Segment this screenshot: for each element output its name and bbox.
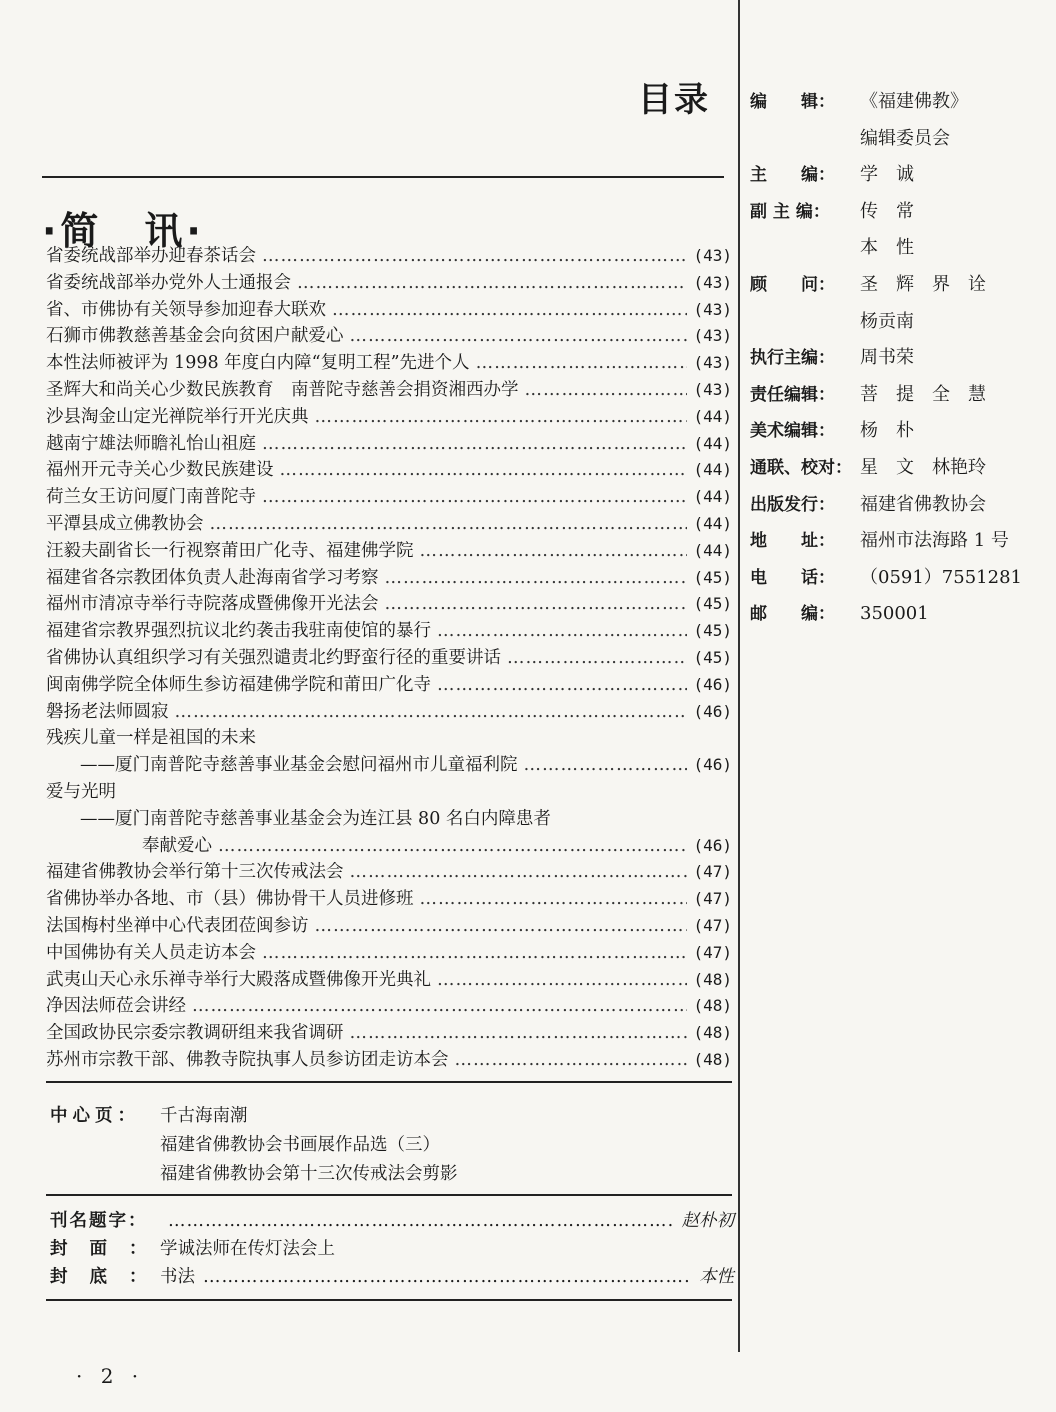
toc-entry-title: 法国梅村坐禅中心代表团莅闽参访	[46, 915, 309, 936]
toc-entry	[46, 859, 732, 886]
bottom-divider	[46, 1299, 732, 1301]
toc-entry-page: (48)	[693, 996, 732, 1016]
toc-entry-page: (43)	[693, 246, 732, 265]
masthead-value: 杨 朴	[860, 420, 914, 442]
dot-leader	[420, 538, 688, 565]
toc-entry	[46, 618, 732, 645]
credit-label: 封底：	[50, 1267, 169, 1287]
masthead-label	[750, 121, 860, 158]
toc-entry	[46, 1020, 732, 1047]
dot-leader	[262, 484, 687, 511]
toc-entry-title: 奉献爱心	[142, 835, 212, 856]
masthead-row	[750, 340, 1050, 377]
toc-entry-page: (44)	[693, 540, 732, 560]
toc-entry-page: (45)	[693, 594, 732, 614]
toc-entry	[46, 672, 732, 699]
toc-entry-page: (43)	[693, 299, 732, 319]
credits-divider	[46, 1194, 732, 1196]
center-line	[50, 1102, 458, 1131]
toc-entry-page: (44)	[693, 513, 732, 533]
dot-leader	[262, 243, 687, 270]
center-pages	[50, 1102, 458, 1189]
credit-row	[50, 1207, 734, 1235]
masthead-label: 电 话：	[750, 567, 835, 588]
toc-entry	[46, 243, 732, 270]
center-divider	[46, 1081, 732, 1083]
top-divider	[42, 176, 724, 178]
masthead-row	[750, 487, 1050, 524]
toc-entry-title: 苏州市宗教干部、佛教寺院执事人员参访团走访本会	[46, 1049, 449, 1070]
dot-leader	[262, 940, 687, 967]
toc-entry-page: (46)	[693, 835, 732, 855]
toc-entry	[46, 404, 732, 431]
toc-entry	[46, 323, 732, 350]
dot-leader	[507, 645, 687, 672]
masthead-value: 学 诚	[860, 164, 914, 186]
masthead-row	[750, 84, 1050, 121]
masthead-label: 出版发行：	[750, 494, 835, 515]
toc-entry-title: ——厦门南普陀寺慈善事业基金会为连江县 80 名白内障患者	[80, 808, 551, 829]
page-number: · 2 ·	[76, 1364, 145, 1388]
toc-entry-page: (46)	[693, 701, 732, 721]
toc-entry-page: (43)	[693, 353, 732, 373]
toc-entry-title: 圣辉大和尚关心少数民族教育 南普陀寺慈善会捐资湘西办学	[46, 379, 519, 400]
dot-leader	[350, 1020, 688, 1047]
toc-entry-title: 越南宁雄法师瞻礼怡山祖庭	[46, 433, 256, 454]
toc-entry-title: 福州开元寺关心少数民族建设	[46, 460, 274, 481]
toc-entry	[46, 591, 732, 618]
toc-entry-page: (45)	[693, 567, 732, 587]
center-label: 中心页：	[50, 1106, 140, 1126]
section-title: ·简 讯·	[42, 209, 205, 253]
dot-leader	[437, 967, 687, 994]
masthead-label: 地 址：	[750, 531, 835, 552]
masthead-row	[750, 230, 1050, 267]
toc-entry-page: (45)	[693, 647, 732, 667]
toc-entry	[46, 1047, 732, 1074]
toc-entry	[46, 511, 732, 538]
toc-entry-page: (46)	[693, 755, 732, 775]
toc-entry	[46, 297, 732, 324]
toc-entry-page: (46)	[693, 674, 732, 694]
masthead-row	[750, 413, 1050, 450]
dot-leader	[420, 886, 688, 913]
masthead-value: 福州市法海路 1 号	[860, 530, 1009, 552]
toc-entry-page: (48)	[693, 1023, 732, 1043]
toc-entry-title: 净因法师莅会讲经	[46, 996, 186, 1017]
toc-entry	[46, 940, 732, 967]
masthead-row	[750, 157, 1050, 194]
masthead-value: 杨贡南	[860, 310, 914, 332]
toc-entry-page: (44)	[693, 433, 732, 453]
toc-entry-page: (44)	[693, 487, 732, 507]
masthead-row	[750, 377, 1050, 414]
masthead-label: 顾 问：	[750, 274, 835, 295]
masthead-value: 圣 辉 界 诠	[860, 273, 986, 295]
toc-entry	[46, 457, 732, 484]
credit-label: 封面：	[50, 1239, 169, 1259]
center-line	[50, 1131, 458, 1160]
toc-entry-page: (43)	[693, 379, 732, 399]
toc-entry-title: 省委统战部举办党外人士通报会	[46, 272, 291, 293]
toc-entry-page: (45)	[693, 621, 732, 641]
toc-entry-page: (48)	[693, 1049, 732, 1069]
dot-leader	[350, 859, 688, 886]
toc-entry-title: 爱与光明	[46, 781, 116, 802]
dot-leader	[262, 431, 687, 458]
toc-entry-title: 残疾儿童一样是祖国的未来	[46, 728, 256, 749]
dot-leader	[315, 404, 688, 431]
toc-entry-page: (47)	[693, 889, 732, 909]
masthead-value: 菩 提 全 慧	[860, 383, 986, 405]
masthead-value: 传 常	[860, 200, 914, 222]
toc-list	[46, 243, 732, 1074]
toc-entry	[46, 725, 732, 752]
masthead-value: 编辑委员会	[860, 127, 950, 149]
masthead-value: 福建省佛教协会	[860, 493, 986, 515]
dot-leader	[192, 993, 687, 1020]
credit-row	[50, 1263, 734, 1291]
masthead-label: 通联、校对：	[750, 457, 852, 478]
dot-leader	[332, 297, 687, 324]
toc-entry-title: 省、市佛协有关领导参加迎春大联欢	[46, 299, 326, 320]
masthead-value: 周书荣	[860, 347, 914, 369]
toc-entry-title: 荷兰女王访问厦门南普陀寺	[46, 487, 256, 508]
toc-entry-title: 汪毅夫副省长一行视察莆田广化寺、福建佛学院	[46, 540, 414, 561]
masthead-label: 执行主编：	[750, 348, 835, 369]
dot-leader	[385, 565, 688, 592]
credit-author: 赵朴初	[681, 1211, 734, 1231]
masthead-row	[750, 596, 1050, 633]
toc-entry-title: 中国佛协有关人员走访本会	[46, 942, 256, 963]
toc-entry	[46, 484, 732, 511]
toc-entry-page: (44)	[693, 460, 732, 480]
toc-entry-title: 石狮市佛教慈善基金会向贫困户献爱心	[46, 326, 344, 347]
masthead-label: 副 主 编：	[750, 201, 830, 222]
toc-entry-title: 福州市清凉寺举行寺院落成暨佛像开光法会	[46, 594, 379, 615]
toc-entry	[46, 431, 732, 458]
toc-entry	[46, 913, 732, 940]
dot-leader	[280, 457, 688, 484]
toc-entry	[46, 270, 732, 297]
masthead-row	[750, 267, 1050, 304]
toc-entry-title: 磐扬老法师圆寂	[46, 701, 169, 722]
credit-row	[50, 1235, 734, 1263]
dot-leader	[175, 699, 688, 726]
masthead-row	[750, 450, 1050, 487]
toc-entry-page: (43)	[693, 272, 732, 292]
toc-entry-title: 闽南佛学院全体师生参访福建佛学院和莆田广化寺	[46, 674, 431, 695]
toc-entry-subtitle	[46, 833, 732, 860]
toc-entry	[46, 967, 732, 994]
toc-entry-page: (44)	[693, 406, 732, 426]
masthead-value: （0591）7551281	[860, 566, 1022, 588]
credits	[50, 1207, 734, 1291]
masthead-row	[750, 121, 1050, 158]
toc-entry-page: (47)	[693, 862, 732, 882]
toc-entry-title: 全国政协民宗委宗教调研组来我省调研	[46, 1023, 344, 1044]
masthead-label: 责任编辑：	[750, 384, 835, 405]
toc-entry-page: (43)	[693, 326, 732, 346]
dot-leader	[437, 618, 687, 645]
masthead-row	[750, 194, 1050, 231]
toc-entry-page: (47)	[693, 942, 732, 962]
toc-entry	[46, 645, 732, 672]
credit-author: 本性	[699, 1267, 734, 1287]
dot-leader	[455, 1047, 688, 1074]
dot-leader	[524, 752, 688, 779]
toc-entry	[46, 565, 732, 592]
toc-entry	[46, 993, 732, 1020]
toc-entry-page: (48)	[693, 969, 732, 989]
masthead-label: 主 编：	[750, 165, 835, 186]
toc-entry	[46, 377, 732, 404]
column-divider	[738, 0, 740, 1352]
masthead-label: 美术编辑：	[750, 421, 835, 442]
toc-entry	[46, 350, 732, 377]
masthead-label: 编 辑：	[750, 92, 835, 112]
toc-entry-title: 福建省宗教界强烈抗议北约袭击我驻南使馆的暴行	[46, 621, 431, 642]
dot-leader	[218, 833, 687, 860]
toc-entry	[46, 779, 732, 806]
toc-entry-title: ——厦门南普陀寺慈善事业基金会慰问福州市儿童福利院	[80, 755, 518, 776]
credit-value: 学诚法师在传灯法会上	[160, 1239, 335, 1259]
dot-leader	[385, 591, 688, 618]
center-item: 福建省佛教协会第十三次传戒法会剪影	[160, 1164, 458, 1184]
dot-leader	[210, 511, 688, 538]
toc-entry-title: 沙县淘金山定光禅院举行开光庆典	[46, 406, 309, 427]
dot-leader	[168, 1207, 674, 1235]
toc-entry-subtitle	[46, 806, 732, 833]
center-item: 千古海南潮	[160, 1106, 248, 1126]
center-item: 福建省佛教协会书画展作品选（三）	[160, 1135, 440, 1155]
dot-leader	[476, 350, 688, 377]
toc-entry-title: 本性法师被评为 1998 年度白内障“复明工程”先进个人	[46, 353, 470, 374]
toc-entry-title: 省佛协认真组织学习有关强烈谴责北约野蛮行径的重要讲话	[46, 647, 501, 668]
dot-leader	[315, 913, 688, 940]
dot-leader	[525, 377, 688, 404]
toc-entry-title: 平潭县成立佛教协会	[46, 513, 204, 534]
masthead-value: 《福建佛教》	[860, 91, 968, 112]
toc-entry-subtitle	[46, 752, 732, 779]
toc-entry-page: (47)	[693, 915, 732, 935]
masthead-label	[750, 304, 860, 341]
toc-entry-title: 省委统战部举办迎春茶话会	[46, 246, 256, 266]
masthead-row	[750, 523, 1050, 560]
masthead-value: 本 性	[860, 237, 914, 259]
masthead-row	[750, 560, 1050, 597]
masthead-value: 星 文 林艳玲	[860, 456, 986, 478]
masthead-value: 350001	[860, 603, 929, 625]
toc-heading: 目录	[638, 80, 710, 120]
dot-leader	[350, 323, 688, 350]
masthead-row	[750, 304, 1050, 341]
toc-entry-title: 福建省各宗教团体负责人赴海南省学习考察	[46, 567, 379, 588]
masthead	[750, 84, 1050, 633]
masthead-label: 邮 编：	[750, 604, 835, 625]
credit-label: 刊名题字：	[50, 1211, 148, 1231]
dot-leader	[203, 1263, 691, 1291]
dot-leader	[437, 672, 687, 699]
toc-entry-title: 省佛协举办各地、市（县）佛协骨干人员进修班	[46, 889, 414, 910]
toc-entry	[46, 886, 732, 913]
dot-leader	[297, 270, 687, 297]
center-line	[50, 1160, 458, 1189]
credit-value: 书法	[160, 1267, 195, 1287]
masthead-label	[750, 230, 860, 267]
toc-entry	[46, 699, 732, 726]
toc-entry	[46, 538, 732, 565]
toc-entry-title: 武夷山天心永乐禅寺举行大殿落成暨佛像开光典礼	[46, 969, 431, 990]
toc-entry-title: 福建省佛教协会举行第十三次传戒法会	[46, 862, 344, 883]
